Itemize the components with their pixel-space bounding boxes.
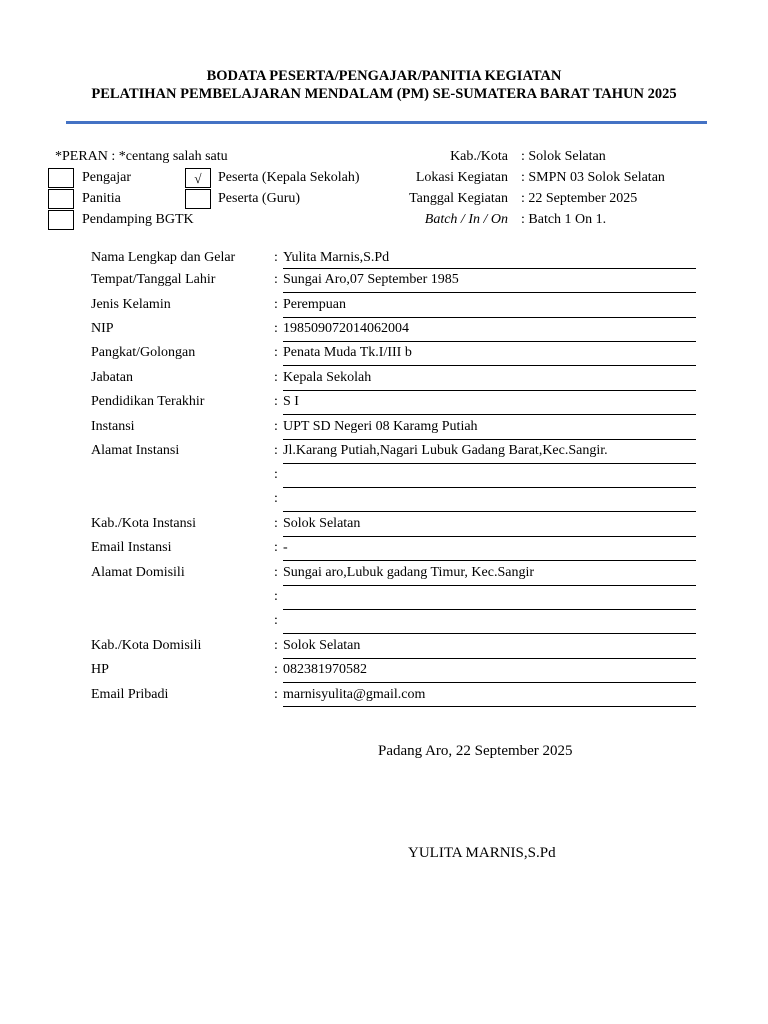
field-value-tempat-tanggal-lahir[interactable]: Sungai Aro,07 September 1985 (283, 272, 459, 287)
field-underline (283, 585, 696, 586)
checkbox-label-peserta-kepala-sekolah: Peserta (Kepala Sekolah) (218, 170, 360, 185)
field-colon: : (274, 370, 278, 385)
field-underline (283, 706, 696, 707)
field-colon: : (274, 540, 278, 555)
field-label-jabatan: Jabatan (91, 370, 133, 385)
event-lokasi-label: Lokasi Kegiatan (415, 170, 508, 185)
field-underline (283, 439, 696, 440)
field-colon: : (274, 419, 278, 434)
field-label-jenis-kelamin: Jenis Kelamin (91, 297, 171, 312)
field-underline (283, 341, 696, 342)
field-value-hp[interactable]: 082381970582 (283, 662, 367, 677)
field-colon: : (274, 467, 278, 482)
field-underline (283, 390, 696, 391)
field-label-kab-kota-domisili: Kab./Kota Domisili (91, 638, 202, 653)
field-label-hp: HP (91, 662, 109, 677)
field-label-pendidikan-terakhir: Pendidikan Terakhir (91, 394, 205, 409)
field-colon: : (274, 250, 278, 265)
field-label-alamat-domisili: Alamat Domisili (91, 565, 185, 580)
field-underline (283, 682, 696, 683)
checkbox-peserta-guru[interactable] (185, 189, 211, 209)
role-heading: *PERAN : *centang salah satu (55, 149, 228, 164)
field-value-nip[interactable]: 198509072014062004 (283, 321, 409, 336)
field-label-email-instansi: Email Instansi (91, 540, 172, 555)
field-value-kab-kota-domisili[interactable]: Solok Selatan (283, 638, 361, 653)
field-colon: : (274, 516, 278, 531)
checkbox-peserta-kepala-sekolah[interactable]: √ (185, 168, 211, 188)
field-value-nama[interactable]: Yulita Marnis,S.Pd (283, 250, 390, 265)
field-label-nama: Nama Lengkap dan Gelar (91, 250, 236, 265)
field-value-pangkat-golongan[interactable]: Penata Muda Tk.I/III b (283, 345, 412, 360)
field-underline (283, 609, 696, 610)
field-value-pendidikan-terakhir[interactable]: S I (283, 394, 299, 409)
event-lokasi-value: : SMPN 03 Solok Selatan (521, 170, 665, 185)
field-colon: : (274, 687, 278, 702)
field-underline (283, 268, 696, 269)
field-value-kab-kota-instansi[interactable]: Solok Selatan (283, 516, 361, 531)
checkbox-pendamping-bgtk[interactable] (48, 210, 74, 230)
signature-place-date: Padang Aro, 22 September 2025 (378, 743, 573, 759)
event-kab-kota-label: Kab./Kota (450, 149, 508, 164)
checkbox-label-pengajar: Pengajar (82, 170, 131, 185)
field-value-alamat-domisili[interactable]: Sungai aro,Lubuk gadang Timur, Kec.Sangir (283, 565, 535, 580)
field-underline (283, 292, 696, 293)
checkbox-label-panitia: Panitia (82, 191, 121, 206)
field-value-jenis-kelamin[interactable]: Perempuan (283, 297, 346, 312)
field-colon: : (274, 345, 278, 360)
field-underline (283, 463, 696, 464)
checkbox-panitia[interactable] (48, 189, 74, 209)
field-underline (283, 658, 696, 659)
field-colon: : (274, 565, 278, 580)
event-batch-label: Batch / In / On (424, 212, 508, 227)
field-colon: : (274, 613, 278, 628)
checkbox-label-peserta-guru: Peserta (Guru) (218, 191, 301, 206)
field-underline (283, 511, 696, 512)
field-colon: : (274, 394, 278, 409)
field-underline (283, 487, 696, 488)
field-value-instansi[interactable]: UPT SD Negeri 08 Karamg Putiah (283, 419, 478, 434)
field-value-alamat-instansi[interactable]: Jl.Karang Putiah,Nagari Lubuk Gadang Barat,Kec.Sangir. (283, 443, 608, 458)
field-underline (283, 365, 696, 366)
document-title-line2: PELATIHAN PEMBELAJARAN MENDALAM (PM) SE-SUMATERA BARAT TAHUN 2025 (91, 86, 677, 102)
field-underline (283, 317, 696, 318)
signature-name: YULITA MARNIS,S.Pd (408, 845, 556, 861)
checkbox-pengajar[interactable] (48, 168, 74, 188)
field-label-alamat-instansi: Alamat Instansi (91, 443, 180, 458)
field-colon: : (274, 297, 278, 312)
event-batch-value: : Batch 1 On 1. (521, 212, 607, 227)
field-colon: : (274, 491, 278, 506)
checkbox-label-pendamping-bgtk: Pendamping BGTK (82, 212, 194, 227)
field-label-nip: NIP (91, 321, 114, 336)
field-label-kab-kota-instansi: Kab./Kota Instansi (91, 516, 196, 531)
field-colon: : (274, 443, 278, 458)
title-divider (66, 121, 707, 124)
field-colon: : (274, 589, 278, 604)
field-value-email-instansi[interactable]: - (283, 540, 288, 555)
field-underline (283, 414, 696, 415)
event-kab-kota-value: : Solok Selatan (521, 149, 606, 164)
field-value-jabatan[interactable]: Kepala Sekolah (283, 370, 372, 385)
field-label-tempat-tanggal-lahir: Tempat/Tanggal Lahir (91, 272, 216, 287)
field-colon: : (274, 662, 278, 677)
field-label-instansi: Instansi (91, 419, 135, 434)
event-tanggal-label: Tanggal Kegiatan (409, 191, 508, 206)
field-label-pangkat-golongan: Pangkat/Golongan (91, 345, 196, 360)
field-colon: : (274, 638, 278, 653)
field-colon: : (274, 272, 278, 287)
field-colon: : (274, 321, 278, 336)
field-value-email-pribadi[interactable]: marnisyulita@gmail.com (283, 687, 426, 702)
field-label-email-pribadi: Email Pribadi (91, 687, 169, 702)
field-underline (283, 536, 696, 537)
field-underline (283, 633, 696, 634)
document-title-line1: BODATA PESERTA/PENGAJAR/PANITIA KEGIATAN (206, 68, 562, 84)
field-underline (283, 560, 696, 561)
event-tanggal-value: : 22 September 2025 (521, 191, 638, 206)
